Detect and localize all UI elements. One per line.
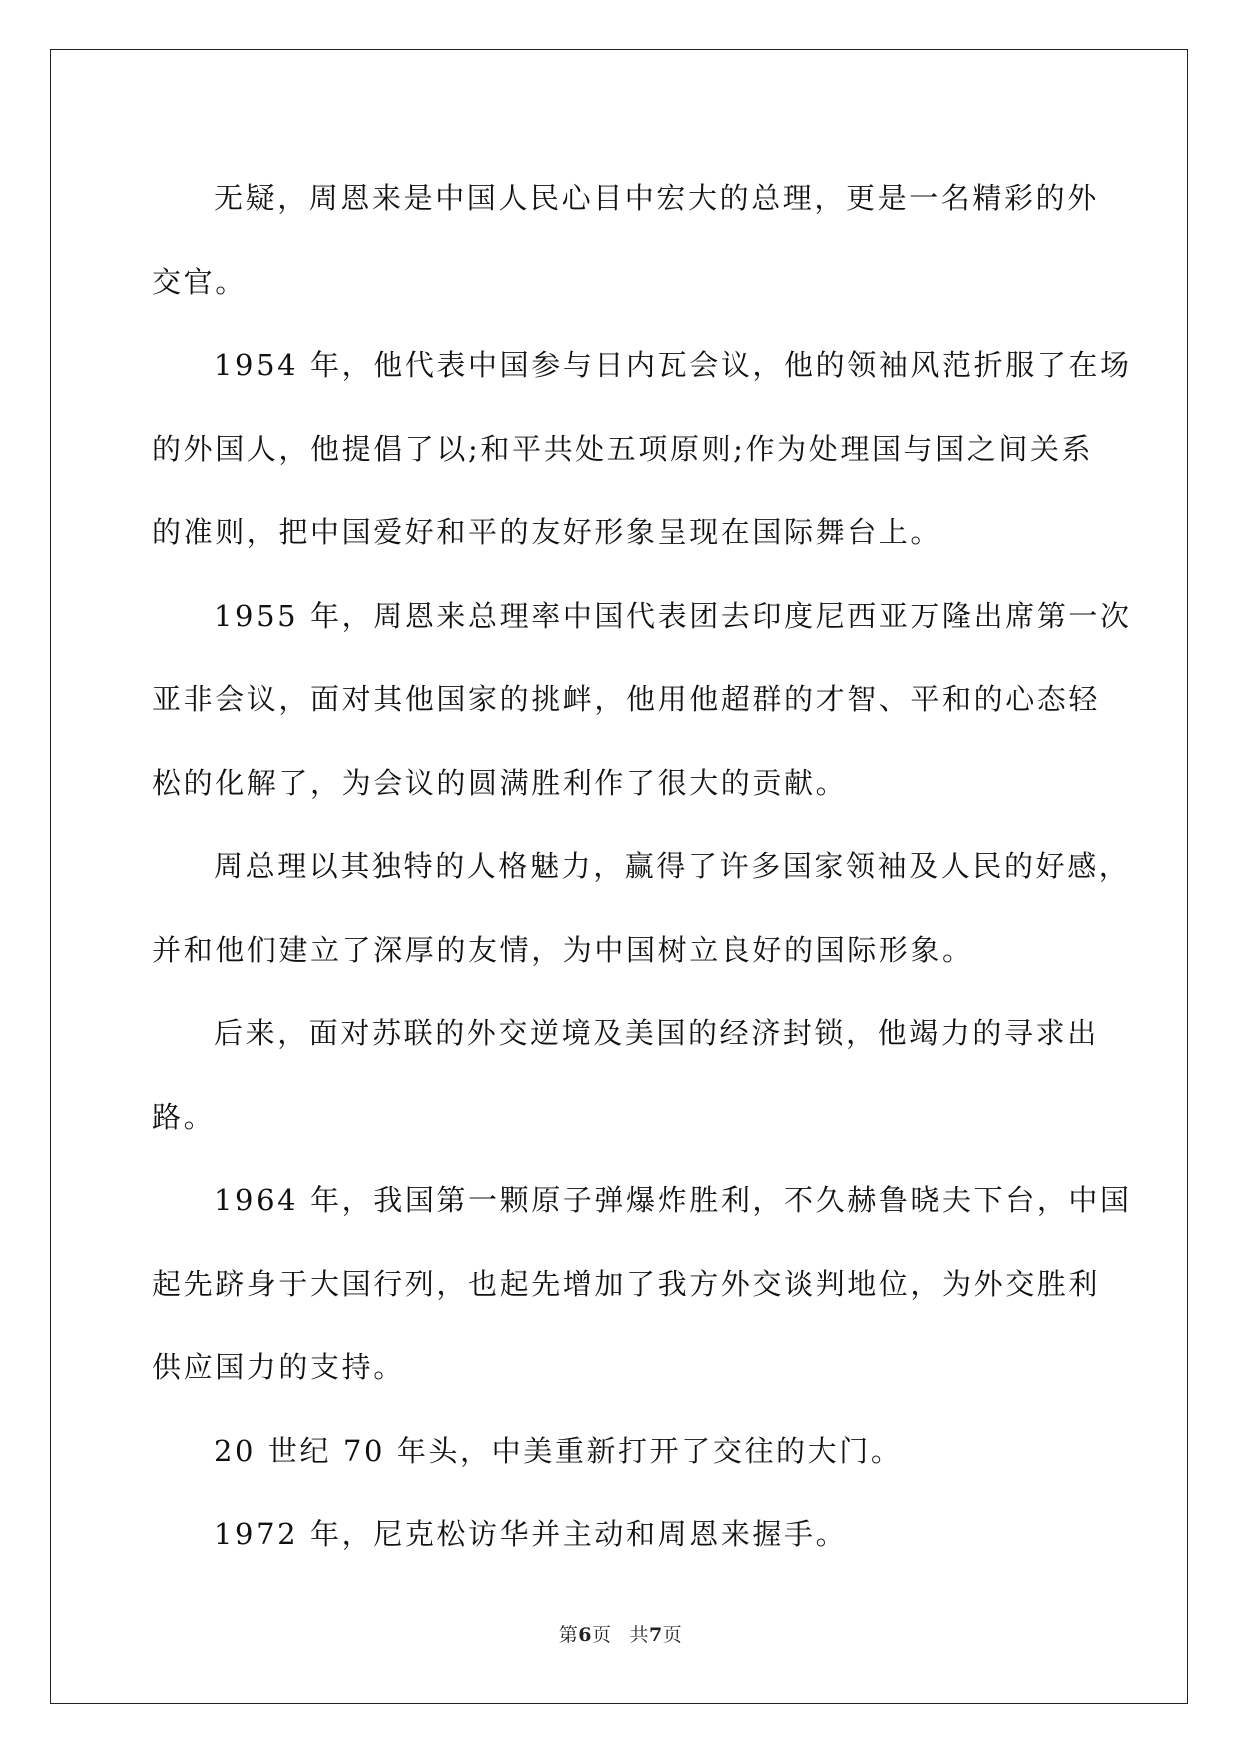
text-line: 并和他们建立了深厚的友情，为中国树立良好的国际形象。 [152,932,974,967]
page-unit: 页 [591,1624,612,1646]
text-line: 后来，面对苏联的外交逆境及美国的经济封锁，他竭力的寻求出 [214,1016,1099,1050]
paragraph [152,1493,1092,1577]
text-line: 无疑，周恩来是中国人民心目中宏大的总理，更是一名精彩的外 [214,181,1099,215]
document-body [152,157,1132,1577]
paragraph [152,157,1099,324]
total-prefix: 共 [629,1624,650,1646]
text-line: 亚非会议，面对其他国家的挑衅，他用他超群的才智、平和的心态轻 [152,682,1101,716]
page-current: 6 [578,1624,592,1646]
text-line: 20 世纪 70 年头，中美重新打开了交往的大门。 [214,1433,903,1468]
page-footer [0,1620,1241,1647]
page-prefix: 第 [558,1624,579,1646]
paragraph [152,992,1099,1159]
paragraph [152,1410,1092,1494]
text-line: 的准则，把中国爱好和平的友好形象呈现在国际舞台上。 [152,515,943,549]
text-line: 路。 [152,1099,216,1134]
paragraph [152,1159,1132,1410]
text-line: 1972 年，尼克松访华并主动和周恩来握手。 [214,1517,848,1551]
total-unit: 页 [662,1624,683,1646]
paragraph [152,575,1132,826]
paragraph [152,324,1132,575]
text-line: 交官。 [152,264,247,299]
text-line: 起先跻身于大国行列，也起先增加了我方外交谈判地位，为外交胜利 [152,1266,1101,1301]
text-line: 1955 年，周恩来总理率中国代表团去印度尼西亚万隆出席第一次 [214,598,1132,633]
paragraph [152,825,1131,992]
text-line: 1954 年，他代表中国参与日内瓦会议，他的领袖风范折服了在场 [214,348,1132,382]
text-line: 周总理以其独特的人格魅力，赢得了许多国家领袖及人民的好感， [214,849,1131,883]
page-total: 7 [649,1624,663,1646]
text-line: 松的化解了，为会议的圆满胜利作了很大的贡献。 [152,765,848,800]
text-line: 的外国人，他提倡了以;和平共处五项原则;作为处理国与国之间关系 [152,431,1094,466]
text-line: 1964 年，我国第一颗原子弹爆炸胜利，不久赫鲁晓夫下台，中国 [214,1183,1132,1217]
text-line: 供应国力的支持。 [152,1350,405,1384]
